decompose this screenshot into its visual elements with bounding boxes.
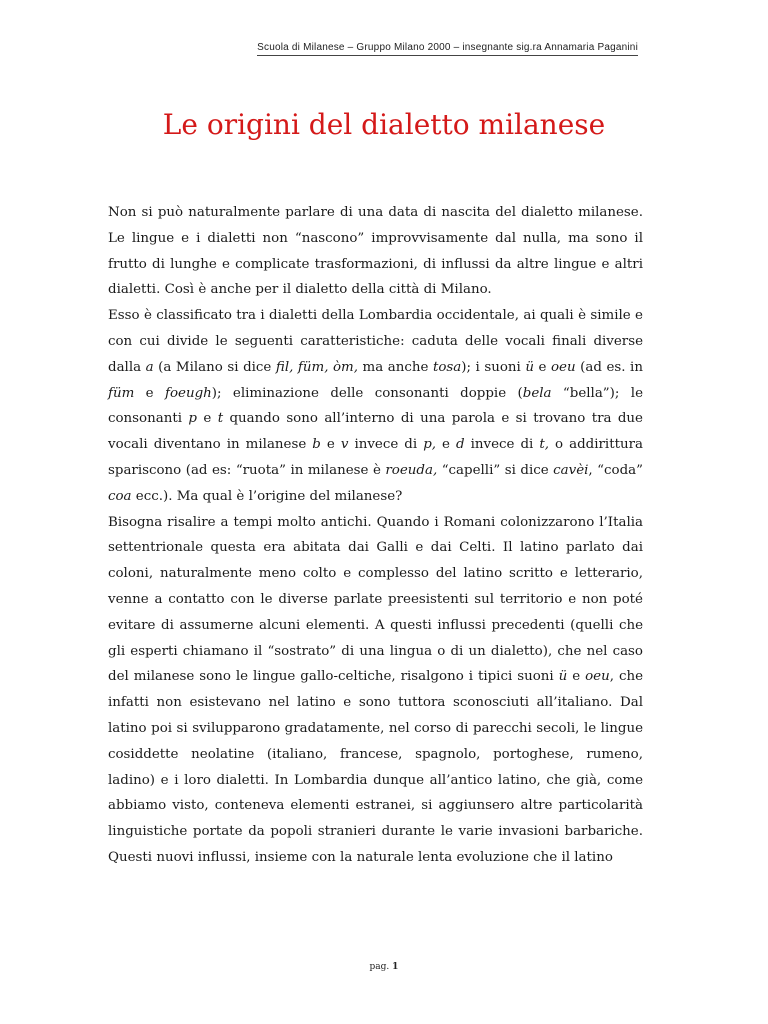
- text-run: “bella”); le consonanti: [108, 385, 643, 427]
- paragraph: [108, 303, 643, 509]
- page-title: Le origini del dialetto milanese: [162, 108, 606, 141]
- italic-term: roeuda,: [385, 462, 438, 478]
- italic-term: fil, füm, òm,: [275, 359, 358, 375]
- italic-term: b: [312, 437, 321, 453]
- text-run: (ad es. in: [575, 359, 643, 375]
- italic-term: d: [456, 437, 465, 453]
- italic-term: foeugh: [165, 385, 212, 401]
- text-run: e: [320, 437, 341, 453]
- text-run: quando sono all’interno di una parola e si trovano tra due vocali diventano in milanese: [108, 411, 643, 453]
- italic-term: ü: [558, 669, 568, 685]
- text-run: e: [196, 411, 218, 427]
- running-header: Scuola di Milanese – Gruppo Milano 2000 – insegnante sig.ra Annamaria Paganini: [257, 42, 638, 56]
- text-run: invece di: [464, 437, 540, 453]
- italic-term: tosa: [432, 359, 462, 375]
- text-run: ); i suoni: [461, 359, 526, 375]
- paragraph: [108, 200, 643, 303]
- paragraph: [108, 510, 643, 871]
- text-run: e: [567, 669, 586, 685]
- italic-term: p,: [423, 437, 437, 453]
- italic-term: t,: [539, 437, 549, 453]
- text-run: ecc.). Ma qual è l’origine del milanese?: [131, 488, 403, 504]
- text-run: Esso è classificato tra i dialetti della Lombardia occidentale, ai quali è simile e con cui divide le seguenti caratteristiche: caduta delle vocali finali diverse dalla: [108, 308, 643, 375]
- text-run: invece di: [348, 437, 424, 453]
- italic-term: füm: [108, 385, 135, 401]
- text-run: o addirittura spariscono (ad es: “ruota” in milanese è: [108, 437, 643, 478]
- italic-term: oeu: [550, 359, 576, 375]
- italic-term: a: [145, 359, 154, 375]
- italic-term: p: [188, 411, 197, 427]
- page-number: 1: [392, 962, 399, 972]
- italic-term: bela: [522, 385, 552, 401]
- page-label: pag.: [369, 962, 390, 972]
- italic-term: cavèi: [553, 462, 589, 478]
- italic-term: t: [217, 411, 224, 427]
- text-run: ma anche: [358, 359, 433, 375]
- italic-term: coa: [108, 488, 132, 504]
- text-run: , che infatti non esistevano nel latino e sono tuttora sconosciuti all’italiano. Dal latino poi si svilupparono gradatamente, nel corso di parecchi secoli, le lingue cosiddette neolatine (italiano, francese, spagnolo, portoghese, rumeno, ladino) e i loro dialetti. In Lombardia dunque all’antico latino, che già, come abbiamo visto, conteneva elementi estranei, si aggiunsero altre particolarità linguistiche portate da popoli stranieri durante le varie invasioni barbariche. Questi nuovi influssi, insieme con la naturale lenta evoluzione che il latino: [108, 669, 643, 865]
- text-run: Non si può naturalmente parlare di una data di nascita del dialetto milanese. Le lingue e i dialetti non “nascono” improvvisamente dal nulla, ma sono il frutto di lunghe e complicate trasformazioni, di influssi da altre lingue e altri dialetti. Così è anche per il dialetto della città di Milano.: [108, 205, 643, 298]
- text-run: e: [134, 385, 166, 401]
- text-run: (a Milano si dice: [153, 359, 276, 375]
- italic-term: oeu: [585, 669, 610, 685]
- text-run: Bisogna risalire a tempi molto antichi. Quando i Romani colonizzarono l’Italia settentrionale questa era abitata dai Galli e dai Celti. Il latino parlato dai coloni, naturalmente meno colto e complesso del latino scritto e letterario, venne a contatto con le diverse parlate preesistenti sul territorio e non poté evitare di assumerne alcuni elementi. A questi influssi precedenti (quelli che gli esperti chiamano il “sostrato” di una lingua o di un dialetto), che nel caso del milanese sono le lingue gallo-celtiche, risalgono i tipici suoni: [108, 514, 643, 685]
- text-run: e: [436, 437, 457, 453]
- text-run: e: [533, 359, 551, 375]
- text-run: “capelli” si dice: [437, 462, 554, 478]
- text-run: ); eliminazione delle consonanti doppie (: [211, 385, 523, 401]
- italic-term: v: [340, 437, 349, 453]
- text-run: , “coda”: [588, 462, 643, 478]
- document-body: [108, 200, 643, 871]
- italic-term: ü: [525, 359, 534, 375]
- page-footer: [0, 962, 768, 972]
